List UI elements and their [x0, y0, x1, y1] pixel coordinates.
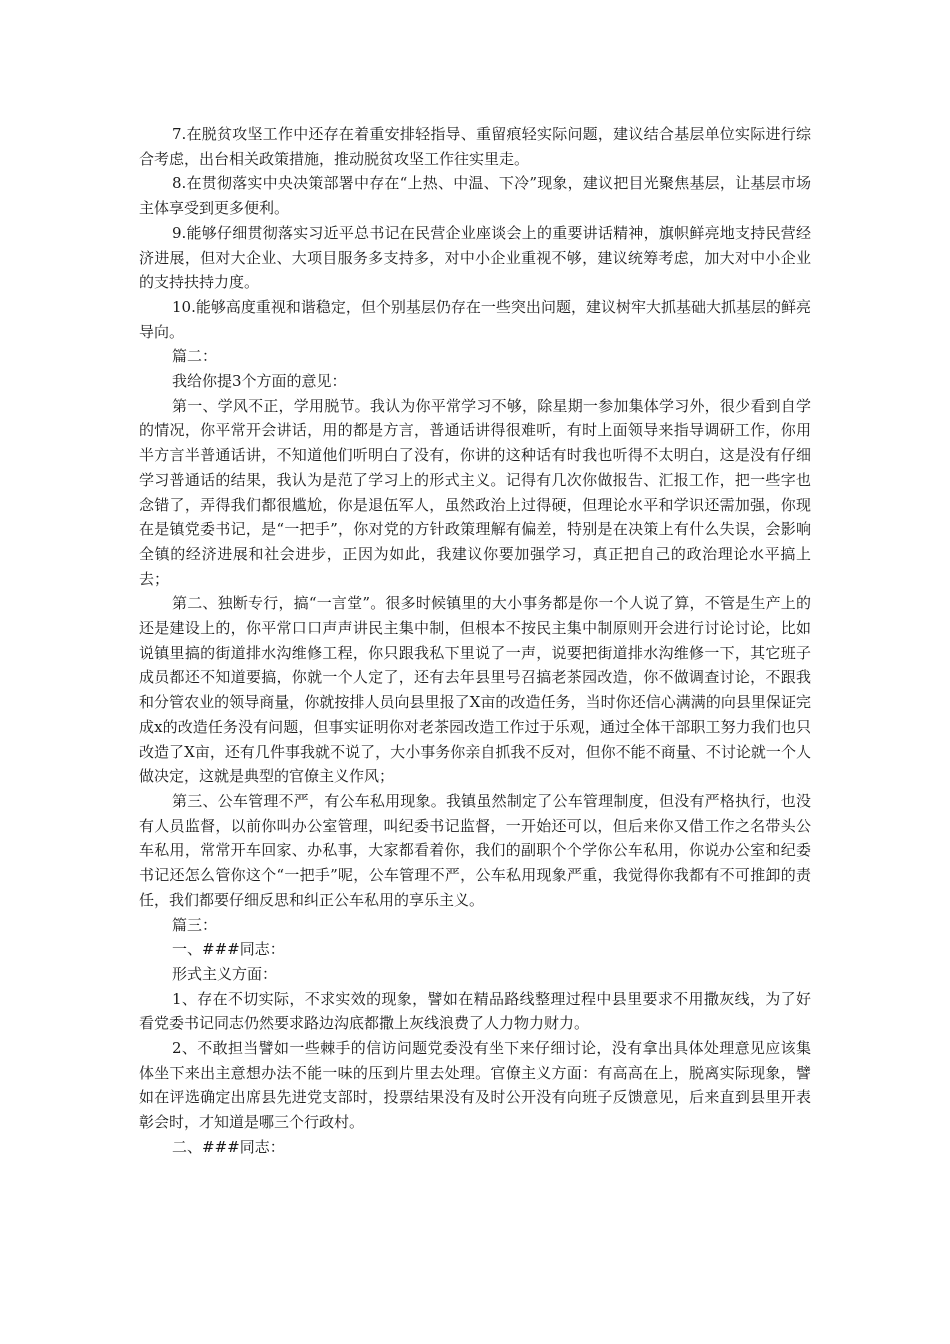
opinion-three: 第三、公车管理不严，有公车私用现象。我镇虽然制定了公车管理制度，但没有严格执行，也没有人员监督，以前你叫办公室管理，叫纪委书记监督，一开始还可以，但后来你又借工作之名带头公车私用，常常开车回家、办私事，大家都看着你，我们的副职个个学你公车私用，你说办公室和纪委书记还怎么管你这个“一把手”呢，公车管理不严，公车私用现象严重，我觉得你我都有不可推卸的责任，我们都要仔细反思和纠正公车私用的享乐主义。 — [139, 791, 811, 909]
formalism-subheading: 形式主义方面： — [172, 964, 278, 983]
paragraph-8: 8.在贯彻落实中央决策部署中存在“上热、中温、下冷”现象，建议把目光聚焦基层，让基层市场主体享受到更多便利。 — [139, 174, 811, 218]
comrade-one-heading: 一、###同志： — [172, 940, 285, 959]
paragraph-9: 9.能够仔细贯彻落实习近平总书记在民营企业座谈会上的重要讲话精神，旗帜鲜亮地支持民营经济进展，但对大企业、大项目服务多支持多，对中小企业重视不够，建议统筹考虑，加大对中小企业的支持扶持力度。 — [139, 223, 811, 292]
section-heading-part-two: 篇二： — [172, 347, 218, 366]
paragraph-10: 10.能够高度重视和谐稳定，但个别基层仍存在一些突出问题，建议树牢大抓基础大抓基层的鲜亮导向。 — [139, 297, 811, 341]
paragraph-7: 7.在脱贫攻坚工作中还存在着重安排轻指导、重留痕轻实际问题，建议结合基层单位实际进行综合考虑，出台相关政策措施，推动脱贫攻坚工作往实里走。 — [139, 125, 811, 168]
opinion-two: 第二、独断专行，搞“一言堂”。很多时候镇里的大小事务都是你一个人说了算，不管是生产上的还是建设上的，你平常口口声声讲民主集中制，但根本不按民主集中制原则开会进行讨论讨论，比如说镇里搞的街道排水沟维修工程，你只跟我私下里说了一声，说要把街道排水沟维修一下，其它班子成员都还不知道要搞，你就一个人定了，还有去年县里号召搞老茶园改造，你不做调查讨论，不跟我和分管农业的领导商量，你就按排人员向县里报了X亩的改造任务，当时你还信心满满的向县里保证完成x的改造任务没有问题，但事实证明你对老茶园改造工作过于乐观，通过全体干部职工努力我们也只改造了X亩，还有几件事我就不说了，大小事务你亲自抓我不反对，但你不能不商量、不讨论就一个人做决定，这就是典型的官僚主义作风； — [139, 594, 811, 786]
section-heading-part-three: 篇三： — [172, 915, 218, 934]
formalism-item-1: 1、存在不切实际，不求实效的现象，譬如在精品路线整理过程中县里要求不用撒灰线，为了好看党委书记同志仍然要求路边沟底都撒上灰线浪费了人力物力财力。 — [139, 989, 811, 1033]
intro-line: 我给你提3个方面的意见： — [172, 372, 347, 391]
document-body — [139, 122, 811, 1160]
comrade-two-heading: 二、###同志： — [172, 1137, 285, 1156]
opinion-one: 第一、学风不正，学用脱节。我认为你平常学习不够，除星期一参加集体学习外，很少看到自学的情况，你平常开会讲话，用的都是方言，普通话讲得很难听，有时上面领导来指导调研工作，你用半方言半普通话讲，不知道他们听明白了没有，你讲的这种话有时我也听得不太明白，这是没有仔细学习普通话的结果，我认为是范了学习上的形式主义。记得有几次你做报告、汇报工作，把一些字也念错了，弄得我们都很尴尬，你是退伍军人，虽然政治上过得硬，但理论水平和学识还需加强，你现在是镇党委书记，是“一把手”，你对党的方针政策理解有偏差，特别是在决策上有什么失误，会影响全镇的经济进展和社会进步，正因为如此，我建议你要加强学习，真正把自己的政治理论水平搞上去； — [139, 396, 811, 588]
formalism-item-2: 2、不敢担当譬如一些棘手的信访问题党委没有坐下来仔细讨论，没有拿出具体处理意见应该集体坐下来出主意想办法不能一味的压到片里去处理。官僚主义方面：有高高在上，脱离实际现象，譬如在评选确定出席县先进党支部时，投票结果没有及时公开没有向班子反馈意见，后来直到县里开表彰会时，才知道是哪三个行政村。 — [139, 1039, 811, 1132]
